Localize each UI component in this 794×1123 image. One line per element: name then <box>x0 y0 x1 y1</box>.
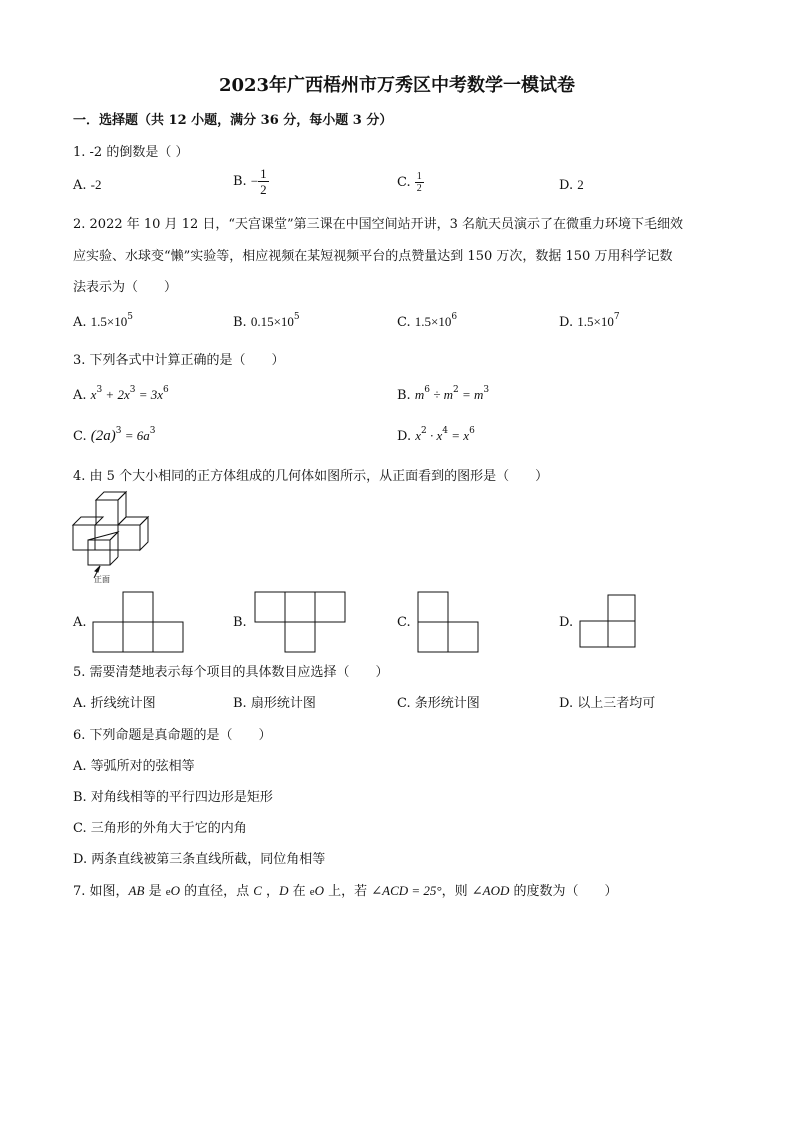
fraction: $\frac{1}{2}$ <box>416 171 422 194</box>
q4-option-c-label: C. <box>397 615 411 630</box>
page-title: 2023年广西梧州市万秀区中考数学一模试卷 <box>218 75 576 96</box>
q3-stem: 3. 下列各式中计算正确的是（ ） <box>73 353 285 368</box>
q5-option-a: A. 折线统计图 <box>73 696 156 711</box>
q4-option-c-figure <box>418 592 480 652</box>
cube-front <box>88 532 118 565</box>
q1-option-c: C. $\frac{1}{2}$ <box>397 171 422 194</box>
q3-option-b: B. $m^6 \div m^2 = m^3$ <box>397 385 490 403</box>
q3-option-d: D. $x^2 \cdot x^4 = x^6$ <box>397 426 475 444</box>
q1-option-d: D. 2 <box>559 177 584 193</box>
q5-option-d: D. 以上三者均可 <box>559 696 656 711</box>
q5-stem: 5. 需要清楚地表示每个项目的具体数目应选择（ ） <box>73 665 389 680</box>
q1-option-a: A. -2 <box>73 177 102 193</box>
q1-stem: 1. -2 的倒数是（ ） <box>73 145 189 160</box>
q4-option-d-figure <box>580 595 638 649</box>
q5-option-c: C. 条形统计图 <box>397 696 480 711</box>
q1-option-b: B. − $\frac{1}{2}$ <box>233 166 267 197</box>
q4-option-a-label: A. <box>73 615 87 630</box>
q2-option-b: B. $0.15\times 10^5$ <box>233 312 300 330</box>
fraction: $\frac{1}{2}$ <box>260 166 267 197</box>
q2-stem-line1: 2. 2022 年 10 月 12 日，“天宫课堂”第三课在中国空间站开讲，3 名航天员演示了在微重力环境下毛细效 <box>73 217 684 232</box>
section-heading: 一．选择题（共 12 小题，满分 36 分，每小题 3 分） <box>73 113 393 128</box>
q6-option-b: B. 对角线相等的平行四边形是矩形 <box>73 790 273 805</box>
q6-stem: 6. 下列命题是真命题的是（ ） <box>73 728 272 743</box>
q4-option-d-label: D. <box>559 615 574 630</box>
q4-option-a-figure <box>93 592 185 652</box>
front-label: 正面 <box>94 575 110 584</box>
q2-option-d: D. $1.5\times 10^7$ <box>559 312 620 330</box>
q2-stem-line3: 法表示为（ ） <box>73 280 178 295</box>
q6-option-a: A. 等弧所对的弦相等 <box>73 759 195 774</box>
q7-stem: 7. 如图，AB 是 eO 的直径，点 C ，D 在 eO 上，若 ∠ACD = 25°，则 ∠AOD 的度数为（ ） <box>73 883 618 899</box>
q4-option-b-figure <box>255 592 347 652</box>
q3-option-c: C. $(2a)^3 = 6a^3$ <box>73 426 156 444</box>
q5-option-b: B. 扇形统计图 <box>233 696 316 711</box>
q2-option-c: C. $1.5\times 10^6$ <box>397 312 458 330</box>
q2-stem-line2: 应实验、水球变“懒”实验等，相应视频在某短视频平台的点赞量达到 150 万次，数据 150 万用科学记数 <box>73 249 673 264</box>
q4-option-b-label: B. <box>233 615 247 630</box>
q2-option-a: A. $1.5\times 10^5$ <box>73 312 133 330</box>
cube-solid-figure <box>68 490 178 590</box>
q6-option-c: C. 三角形的外角大于它的内角 <box>73 821 247 836</box>
q3-option-a: A. $x^3 + 2x^3 = 3x^6$ <box>73 385 169 403</box>
q6-option-d: D. 两条直线被第三条直线所截，同位角相等 <box>73 852 326 867</box>
q4-stem: 4. 由 5 个大小相同的正方体组成的几何体如图所示，从正面看到的图形是（ ） <box>73 469 549 484</box>
